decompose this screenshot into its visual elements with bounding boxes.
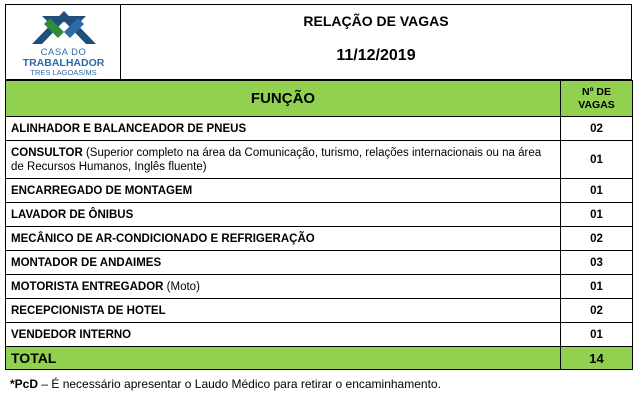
vagas-count: 01 — [561, 203, 633, 227]
job-title-cell — [6, 251, 561, 275]
footnote — [10, 377, 441, 391]
job-title: LAVADOR DE ÔNIBUS — [11, 208, 134, 221]
job-title-cell — [6, 141, 561, 179]
document-title: RELAÇÃO DE VAGAS — [303, 13, 449, 29]
job-title-cell — [6, 275, 561, 299]
logo-line-2: TRABALHADOR — [22, 57, 105, 69]
vagas-count: 03 — [561, 251, 633, 275]
house-logo-icon — [28, 8, 100, 48]
vagas-count: 01 — [561, 141, 633, 179]
total-value: 14 — [561, 347, 633, 370]
job-title-cell — [6, 299, 561, 323]
job-detail: (Moto) — [163, 280, 200, 293]
job-title-cell — [6, 203, 561, 227]
job-title: MONTADOR DE ANDAIMES — [11, 256, 162, 269]
table-row — [6, 227, 633, 251]
column-header-funcao: FUNÇÃO — [6, 81, 561, 117]
footnote-text: – É necessário apresentar o Laudo Médico para retirar o encaminhamento. — [38, 377, 441, 391]
table-row — [6, 141, 633, 179]
vagas-count: 02 — [561, 227, 633, 251]
job-title: VENDEDOR INTERNO — [11, 328, 132, 341]
vagas-count: 02 — [561, 299, 633, 323]
vagas-count: 01 — [561, 323, 633, 347]
footnote-bold: *PcD — [10, 377, 39, 391]
logo-line-1: CASA DO — [40, 47, 87, 58]
job-title: MOTORISTA ENTREGADOR — [11, 280, 164, 293]
table-row — [6, 203, 633, 227]
table-row — [6, 251, 633, 275]
job-title: ENCARREGADO DE MONTAGEM — [11, 184, 193, 197]
job-title: CONSULTOR — [11, 146, 83, 159]
job-detail: (Superior completo na área da Comunicação, turismo, relações internacionais ou na área de Recursos Humanos, Inglês fluente) — [11, 146, 542, 173]
job-title: ALINHADOR E BALANCEADOR DE PNEUS — [11, 122, 247, 135]
job-openings-table — [5, 80, 633, 370]
job-title-cell — [6, 179, 561, 203]
table-header-row — [6, 81, 633, 117]
table-row — [6, 323, 633, 347]
table-row — [6, 299, 633, 323]
vagas-count: 01 — [561, 179, 633, 203]
table-row — [6, 117, 633, 141]
table-row — [6, 275, 633, 299]
job-title: RECEPCIONISTA DE HOTEL — [11, 304, 166, 317]
column-header-vagas — [561, 81, 633, 117]
column-header-vagas-line2: VAGAS — [578, 98, 615, 111]
logo-line-3: TRES LAGOAS/MS — [30, 68, 97, 77]
job-title-cell — [6, 323, 561, 347]
casa-do-trabalhador-logo — [6, 5, 121, 79]
vagas-count: 02 — [561, 117, 633, 141]
total-row — [6, 347, 633, 370]
total-label: TOTAL — [6, 347, 561, 370]
document-date: 11/12/2019 — [336, 47, 416, 64]
table-row — [6, 179, 633, 203]
job-title: MECÂNICO DE AR-CONDICIONADO E REFRIGERAÇÃO — [11, 232, 315, 245]
vagas-count: 01 — [561, 275, 633, 299]
job-title-cell — [6, 227, 561, 251]
column-header-vagas-line1: Nº DE — [582, 85, 611, 98]
document-header — [5, 4, 632, 80]
job-title-cell — [6, 117, 561, 141]
